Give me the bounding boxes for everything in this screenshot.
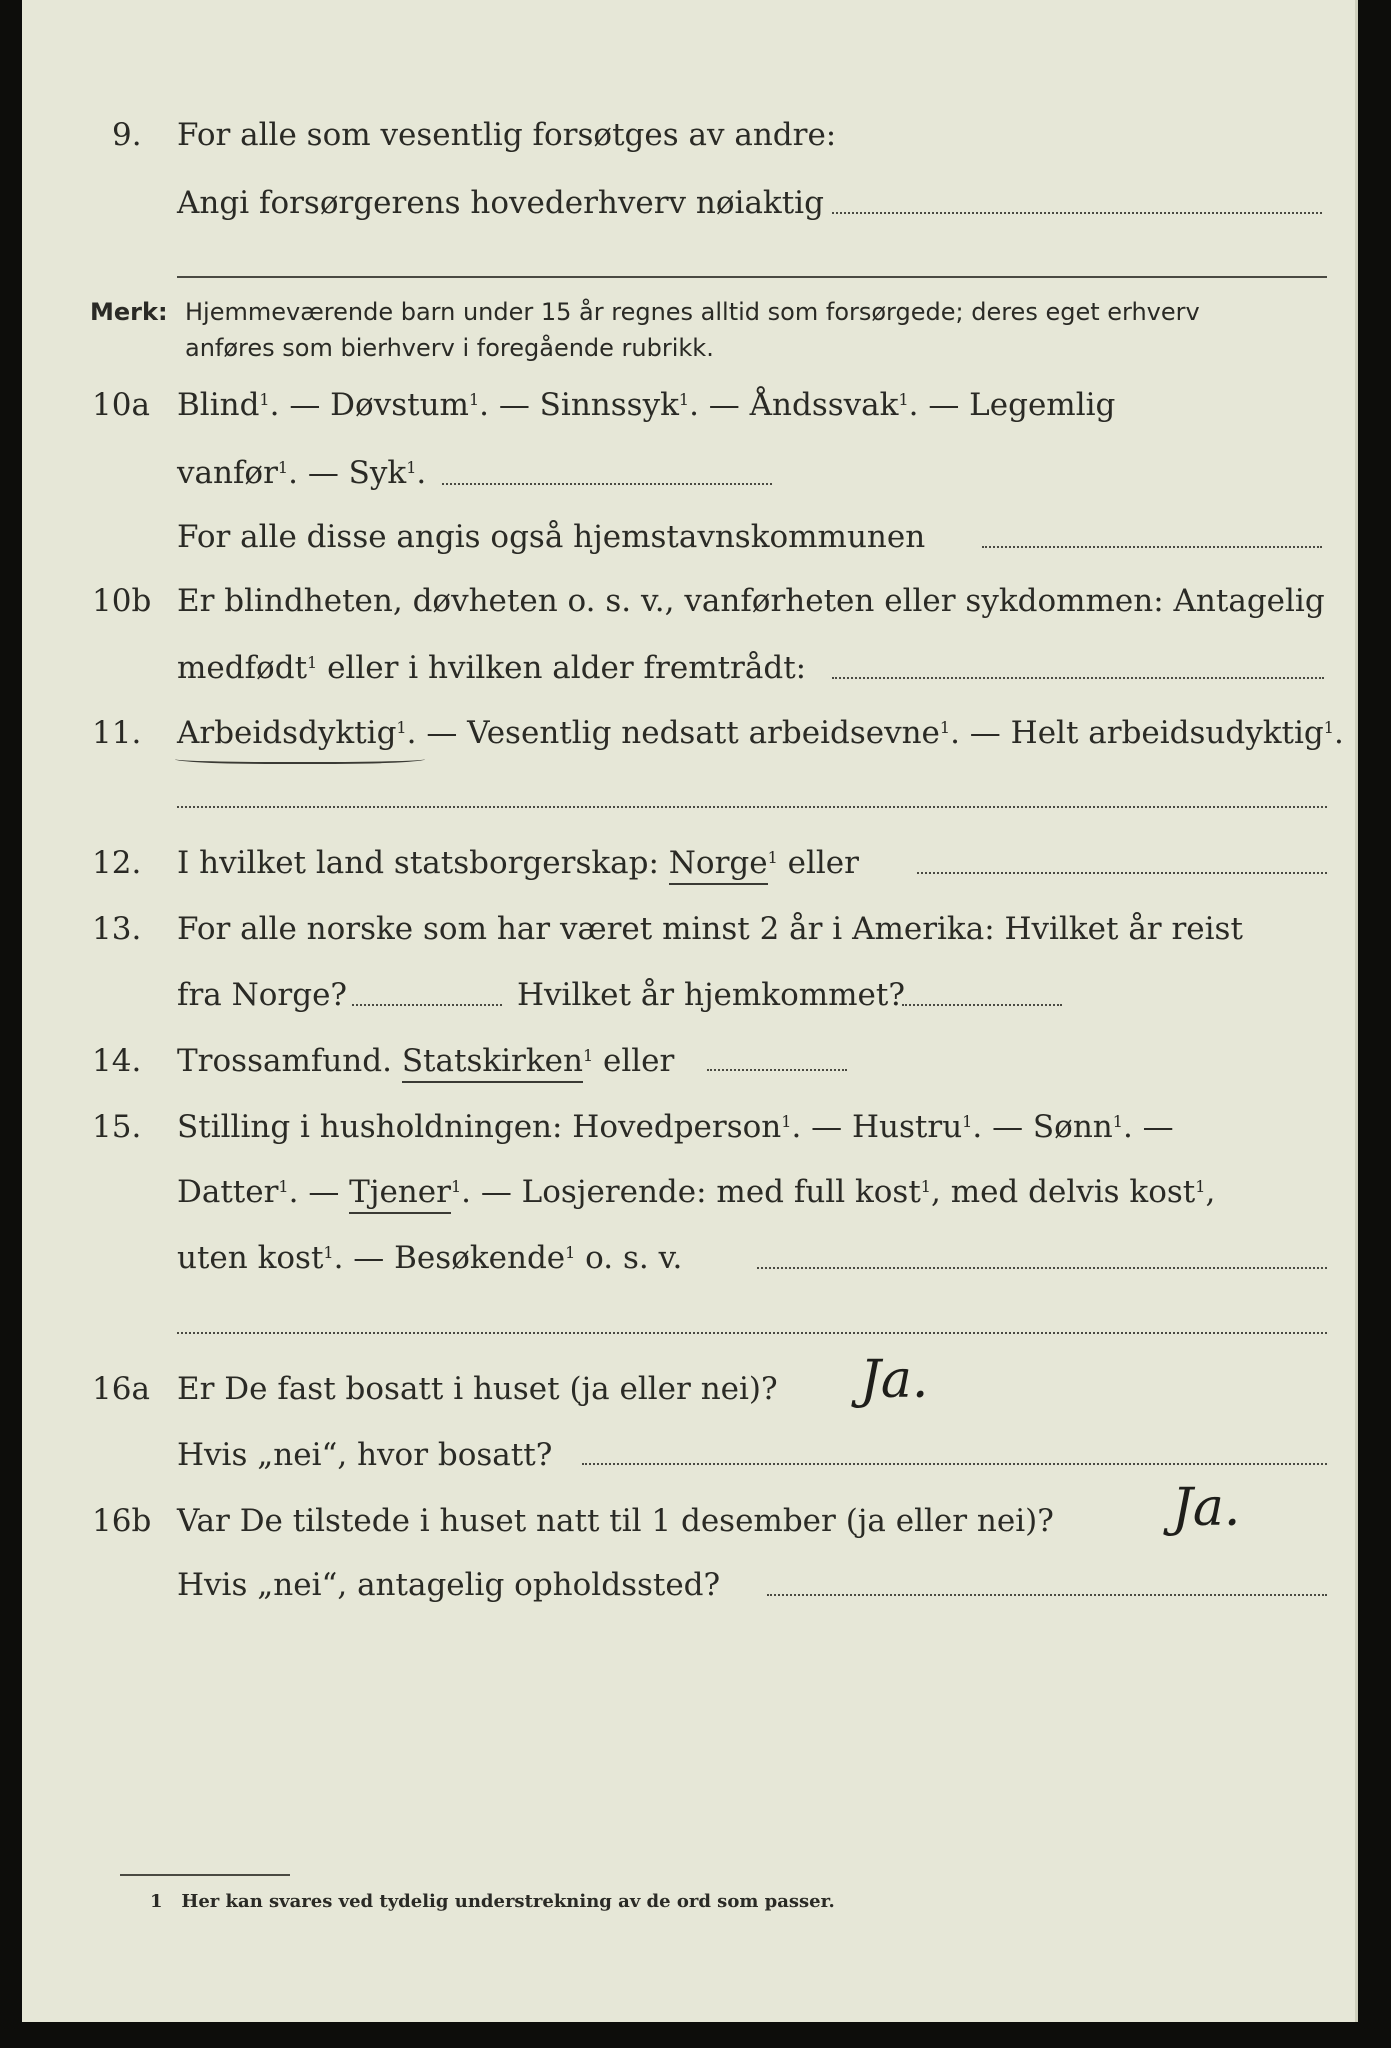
q13-reist-line[interactable]	[352, 1004, 502, 1006]
merk-text-1: Hjemmeværende barn under 15 år regnes alltid som forsørgede; deres eget erhverv	[185, 298, 1200, 326]
q10a-text-2: vanfør$^1$. — Syk$^1$.	[177, 455, 427, 491]
q15-text-2: Datter$^1$. — Tjener$^1$. — Losjerende: med full kost$^1$, med delvis kost$^1$,	[177, 1177, 1215, 1208]
q16a-text-1: Er De fast bosatt i huset (ja eller nei)?	[177, 1371, 778, 1407]
q11-answer-line[interactable]	[177, 806, 1327, 808]
q11-handwritten-underline	[175, 752, 425, 764]
q13-text-1: For alle norske som har været minst 2 år i Amerika: Hvilket år reist	[177, 911, 1243, 947]
merk-label: Merk:	[90, 298, 168, 326]
footnote	[150, 1891, 835, 1912]
q15-text-1: Stilling i husholdningen: Hovedperson$^1$. — Hustru$^1$. — Sønn$^1$. —	[177, 1109, 1174, 1145]
q13-hjemkommet-line[interactable]	[902, 1004, 1062, 1006]
footnote-mark: 1	[150, 1891, 163, 1912]
census-form-page	[22, 0, 1358, 2022]
q11-arbeidsdyktig[interactable]: Arbeidsdyktig	[177, 715, 397, 751]
q16a-number: 16a	[92, 1371, 150, 1407]
q9-text-2: Angi forsørgerens hovederhverv nøiaktig	[177, 185, 824, 221]
merk-text-2: anføres som bierhverv i foregående rubrikk.	[185, 334, 714, 362]
q10a-text-3: For alle disse angis også hjemstavnskommunen	[177, 519, 926, 555]
footnote-separator	[120, 1874, 290, 1876]
q12-number: 12.	[92, 845, 142, 881]
merk-line2	[185, 336, 714, 360]
q16a-text-2: Hvis „nei“, hvor bosatt?	[177, 1437, 553, 1473]
q16b-answer-line[interactable]	[767, 1594, 1327, 1596]
q16b-handwritten-answer: Ja.	[1172, 1478, 1241, 1538]
q12-text: I hvilket land statsborgerskap: Norge$^1$ eller	[177, 848, 859, 879]
q10a-kommune-line[interactable]	[982, 546, 1322, 548]
q16b-text-1: Var De tilstede i huset natt til 1 desember (ja eller nei)?	[177, 1503, 1054, 1539]
q14-text: Trossamfund. Statskirken$^1$ eller	[177, 1046, 674, 1077]
q9-answer-line[interactable]	[832, 212, 1322, 214]
q9-number: 9.	[112, 117, 142, 153]
q16b-text-2: Hvis „nei“, antagelig opholdssted?	[177, 1567, 721, 1603]
q10b-answer-line[interactable]	[832, 677, 1324, 679]
q10b-text-2: medfødt$^1$ eller i hvilken alder fremtrådt:	[177, 650, 807, 686]
q12-answer-line[interactable]	[917, 872, 1327, 874]
q15-answer-line[interactable]	[757, 1267, 1327, 1269]
q11-text: Arbeidsdyktig$^1$. — Vesentlig nedsatt arbeidsevne$^1$. — Helt arbeidsudyktig$^1$.	[177, 715, 1344, 751]
q12-norge[interactable]: Norge	[669, 845, 768, 885]
q16a-handwritten-answer: Ja.	[860, 1350, 929, 1410]
q15-answer-line-2[interactable]	[177, 1332, 1327, 1334]
q14-number: 14.	[92, 1043, 142, 1079]
q14-statskirken[interactable]: Statskirken	[402, 1043, 583, 1083]
q11-number: 11.	[92, 715, 142, 751]
q16b-number: 16b	[92, 1503, 152, 1539]
q14-answer-line[interactable]	[707, 1069, 847, 1071]
q10b-text-1: Er blindheten, døvheten o. s. v., vanførheten eller sykdommen: Antagelig	[177, 583, 1325, 619]
q10a-number: 10a	[92, 387, 150, 423]
q16a-answer-line[interactable]	[582, 1463, 1327, 1465]
q9-answer-rule[interactable]	[177, 276, 1327, 278]
merk-line1	[90, 300, 1200, 324]
q15-number: 15.	[92, 1109, 142, 1145]
q13-number: 13.	[92, 911, 142, 947]
q10b-number: 10b	[92, 583, 152, 619]
q15-tjener[interactable]: Tjener	[349, 1174, 451, 1214]
q10a-syk-line[interactable]	[442, 483, 772, 485]
q9-text-1: For alle som vesentlig forsøtges av andre:	[177, 117, 837, 153]
q10a-text-1: Blind$^1$. — Døvstum$^1$. — Sinnssyk$^1$. — Åndssvak$^1$. — Legemlig	[177, 387, 1116, 423]
q13-text-2a: fra Norge?	[177, 977, 348, 1013]
footnote-text: Her kan svares ved tydelig understrekning av de ord som passer.	[181, 1891, 835, 1912]
q15-text-3: uten kost$^1$. — Besøkende$^1$ o. s. v.	[177, 1240, 683, 1276]
q13-text-2b: Hvilket år hjemkommet?	[517, 977, 905, 1013]
